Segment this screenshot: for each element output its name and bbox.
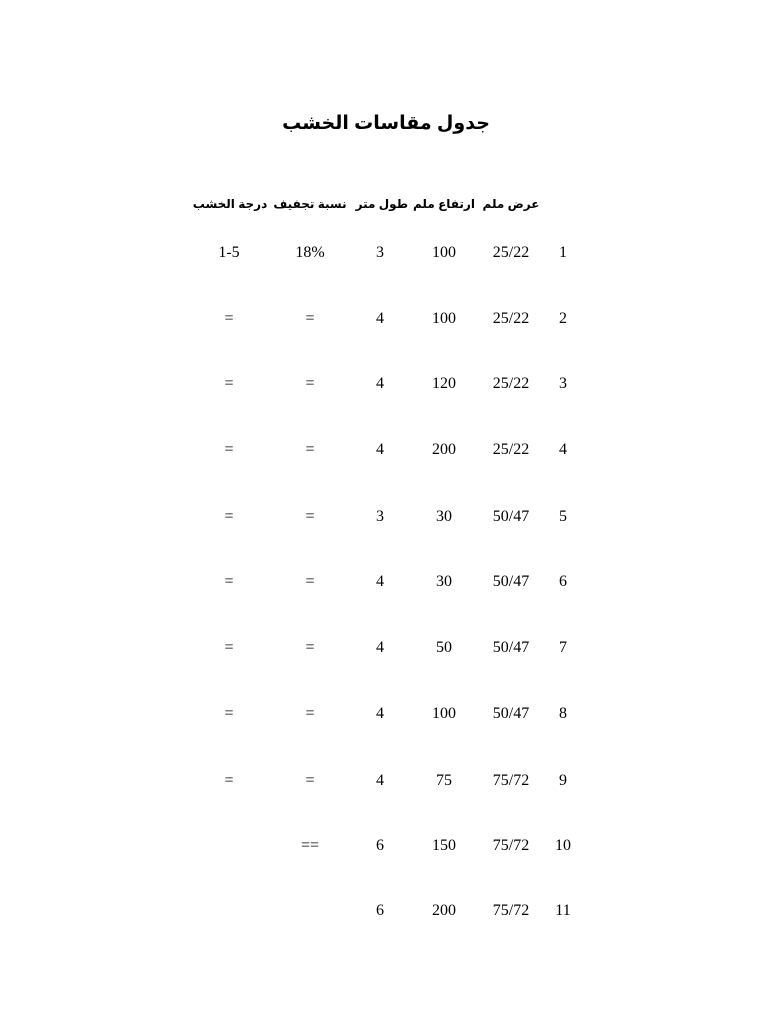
grade-cell: = (224, 639, 234, 656)
height-cell: 100 (432, 705, 456, 722)
row-number: 5 (559, 508, 567, 525)
length-cell: 4 (376, 375, 384, 392)
width-cell: 25/22 (492, 310, 530, 327)
height-cell: 30 (436, 573, 452, 590)
height-cell: 120 (432, 375, 456, 392)
width-cell: 25/22 (492, 244, 530, 261)
drying-cell: = (305, 639, 315, 656)
height-cell: 100 (432, 244, 456, 261)
width-cell: 25/22 (492, 375, 530, 392)
row-number: 11 (555, 902, 571, 919)
row-number: 7 (559, 639, 567, 656)
drying-cell: = (305, 375, 315, 392)
grade-cell: = (224, 705, 234, 722)
width-cell: 75/72 (492, 772, 530, 789)
row-number: 1 (559, 244, 567, 261)
height-cell: 200 (432, 902, 456, 919)
row-number: 2 (559, 310, 567, 327)
width-cell: 25/22 (492, 441, 530, 458)
row-number: 4 (559, 441, 567, 458)
height-cell: 30 (436, 508, 452, 525)
row-number: 6 (559, 573, 567, 590)
row-number: 9 (559, 772, 567, 789)
drying-cell: = (305, 573, 315, 590)
width-cell: 50/47 (492, 508, 530, 525)
length-cell: 4 (376, 573, 384, 590)
width-cell: 50/47 (492, 639, 530, 656)
drying-cell: 18% (295, 244, 325, 261)
width-cell: 75/72 (492, 902, 530, 919)
drying-cell: == (300, 837, 320, 854)
column-header-grade: درجة الخشب (192, 197, 268, 211)
length-cell: 4 (376, 441, 384, 458)
drying-cell: = (305, 705, 315, 722)
height-cell: 100 (432, 310, 456, 327)
height-cell: 150 (432, 837, 456, 854)
length-cell: 6 (376, 902, 384, 919)
length-cell: 6 (376, 837, 384, 854)
column-header-height: ارتفاع ملم (413, 197, 475, 211)
drying-cell: = (305, 772, 315, 789)
drying-cell: = (305, 508, 315, 525)
height-cell: 50 (436, 639, 452, 656)
grade-cell: = (224, 310, 234, 327)
page-title: جدول مقاسات الخشب (282, 113, 490, 134)
width-cell: 50/47 (492, 573, 530, 590)
length-cell: 4 (376, 772, 384, 789)
column-header-length: طول متر (355, 197, 408, 211)
height-cell: 75 (436, 772, 452, 789)
drying-cell: = (305, 441, 315, 458)
length-cell: 3 (376, 508, 384, 525)
grade-cell: = (224, 508, 234, 525)
length-cell: 4 (376, 310, 384, 327)
column-header-width: عرض ملم (482, 197, 540, 211)
length-cell: 4 (376, 639, 384, 656)
column-header-drying: نسبة تجفيف (273, 197, 347, 211)
height-cell: 200 (432, 441, 456, 458)
grade-cell: = (224, 573, 234, 590)
grade-cell: = (224, 772, 234, 789)
grade-cell: 1-5 (218, 244, 240, 261)
length-cell: 4 (376, 705, 384, 722)
row-number: 3 (559, 375, 567, 392)
width-cell: 75/72 (492, 837, 530, 854)
row-number: 8 (559, 705, 567, 722)
row-number: 10 (555, 837, 571, 854)
width-cell: 50/47 (492, 705, 530, 722)
length-cell: 3 (376, 244, 384, 261)
grade-cell: = (224, 441, 234, 458)
drying-cell: = (305, 310, 315, 327)
grade-cell: = (224, 375, 234, 392)
